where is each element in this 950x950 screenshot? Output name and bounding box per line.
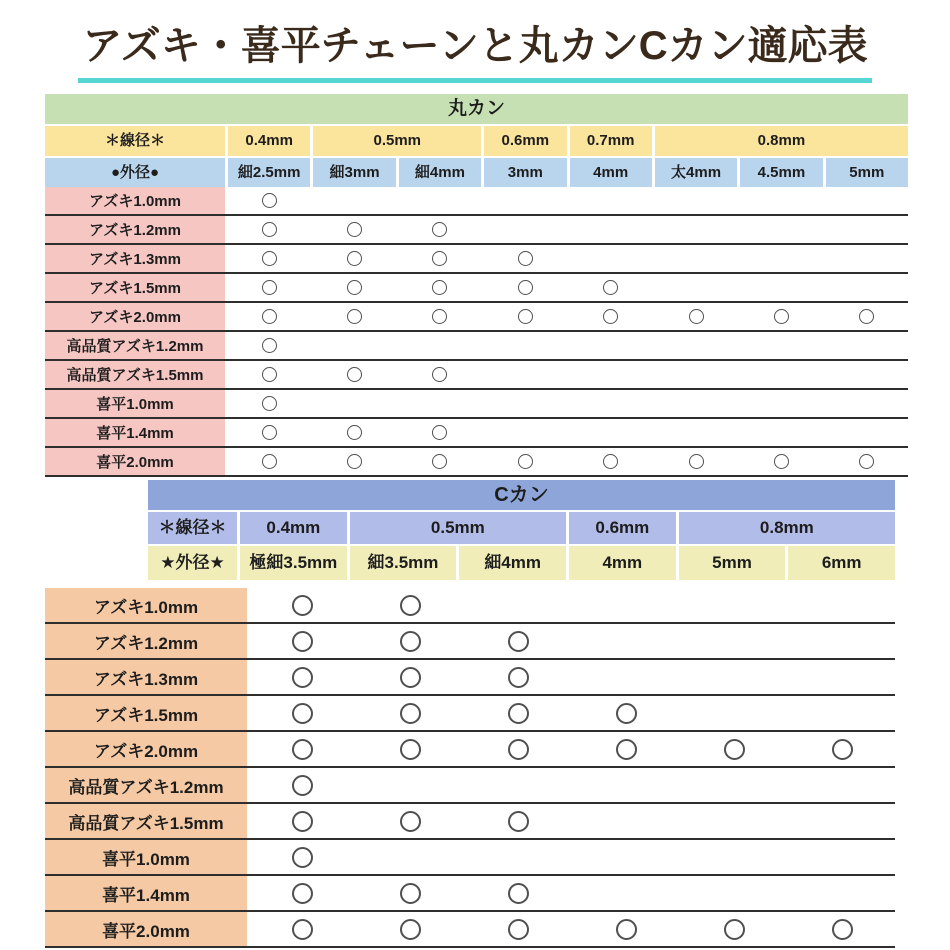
compatible-circle-icon xyxy=(518,280,533,295)
marukan-outer-diameter-row xyxy=(45,158,908,187)
marukan-mark-cell xyxy=(313,361,395,388)
marukan-row-label: 喜平1.4mm xyxy=(45,419,225,446)
ckan-mark-cell xyxy=(574,840,679,874)
compatible-circle-icon xyxy=(432,454,447,469)
marukan-mark-cell xyxy=(655,419,737,446)
marukan-mark-cell xyxy=(740,187,822,214)
compatible-circle-icon xyxy=(518,251,533,266)
ckan-row-label: アズキ1.3mm xyxy=(45,660,247,694)
compatible-circle-icon xyxy=(400,739,421,760)
compatible-circle-icon xyxy=(400,883,421,904)
marukan-mark-cell xyxy=(570,216,652,243)
marukan-mark-cell xyxy=(484,303,566,330)
ckan-mark-cell xyxy=(790,732,895,766)
marukan-mark-cell xyxy=(655,448,737,475)
ckan-row xyxy=(45,732,895,768)
marukan-mark-cell xyxy=(826,419,908,446)
compatible-circle-icon xyxy=(832,739,853,760)
marukan-mark-cell xyxy=(655,303,737,330)
marukan-mark-cell xyxy=(655,361,737,388)
marukan-mark-cell xyxy=(313,332,395,359)
marukan-mark-cell xyxy=(484,216,566,243)
marukan-row xyxy=(45,187,908,216)
ckan-mark-cell xyxy=(790,876,895,910)
ckan-mark-cell xyxy=(250,696,355,730)
ckan-row xyxy=(45,804,895,840)
compatible-circle-icon xyxy=(292,883,313,904)
marukan-row xyxy=(45,419,908,448)
ckan-row-label: アズキ2.0mm xyxy=(45,732,247,766)
marukan-mark-cell xyxy=(826,390,908,417)
marukan-mark-cell xyxy=(570,274,652,301)
compatible-circle-icon xyxy=(262,222,277,237)
compatible-circle-icon xyxy=(262,367,277,382)
ckan-outer-cell: 極細3.5mm xyxy=(240,546,347,580)
ckan-mark-cell xyxy=(682,660,787,694)
marukan-mark-cell xyxy=(228,419,310,446)
ckan-mark-cell xyxy=(466,624,571,658)
compatible-circle-icon xyxy=(347,251,362,266)
marukan-row-label: アズキ1.0mm xyxy=(45,187,225,214)
compatible-circle-icon xyxy=(262,396,277,411)
ckan-outer-cell: 細4mm xyxy=(459,546,566,580)
ckan-mark-cell xyxy=(574,732,679,766)
compatible-circle-icon xyxy=(262,280,277,295)
ckan-mark-cell xyxy=(790,768,895,802)
marukan-mark-cell xyxy=(570,361,652,388)
ckan-mark-cell xyxy=(466,912,571,946)
ckan-row-label: 喜平1.4mm xyxy=(45,876,247,910)
marukan-table xyxy=(45,94,908,477)
compatible-circle-icon xyxy=(262,251,277,266)
ckan-mark-cell xyxy=(682,912,787,946)
marukan-mark-cell xyxy=(484,390,566,417)
ckan-mark-cell xyxy=(574,588,679,622)
compatible-circle-icon xyxy=(262,454,277,469)
marukan-mark-cell xyxy=(740,216,822,243)
marukan-mark-cell xyxy=(655,245,737,272)
marukan-outer-cell: 細2.5mm xyxy=(228,158,310,187)
compatible-circle-icon xyxy=(292,667,313,688)
ckan-row xyxy=(45,768,895,804)
marukan-outer-cell: 5mm xyxy=(826,158,908,187)
ckan-mark-cell xyxy=(466,840,571,874)
compatible-circle-icon xyxy=(262,309,277,324)
ckan-mark-cell xyxy=(790,912,895,946)
marukan-row xyxy=(45,361,908,390)
marukan-mark-cell xyxy=(570,332,652,359)
compatible-circle-icon xyxy=(508,739,529,760)
compatible-circle-icon xyxy=(518,309,533,324)
compatible-circle-icon xyxy=(432,251,447,266)
compatible-circle-icon xyxy=(292,847,313,868)
ckan-mark-cell xyxy=(574,624,679,658)
marukan-row-label: アズキ1.2mm xyxy=(45,216,225,243)
marukan-mark-cell xyxy=(826,361,908,388)
marukan-wire-label: ＊線径＊ xyxy=(45,126,225,156)
ckan-mark-cell xyxy=(790,840,895,874)
ckan-mark-cell xyxy=(466,660,571,694)
ckan-mark-cell xyxy=(574,804,679,838)
marukan-mark-cell xyxy=(655,332,737,359)
marukan-mark-cell xyxy=(399,216,481,243)
compatible-circle-icon xyxy=(616,739,637,760)
marukan-mark-cell xyxy=(313,448,395,475)
ckan-row xyxy=(45,912,895,948)
ckan-row-label: アズキ1.5mm xyxy=(45,696,247,730)
compatible-circle-icon xyxy=(432,280,447,295)
ckan-mark-cell xyxy=(466,804,571,838)
marukan-mark-cell xyxy=(570,419,652,446)
ckan-row xyxy=(45,876,895,912)
marukan-mark-cell xyxy=(228,303,310,330)
ckan-row xyxy=(45,840,895,876)
compatible-circle-icon xyxy=(689,309,704,324)
marukan-row-label: 喜平1.0mm xyxy=(45,390,225,417)
ckan-mark-cell xyxy=(682,804,787,838)
ckan-mark-cell xyxy=(466,876,571,910)
ckan-mark-cell xyxy=(250,732,355,766)
ckan-wire-label: ＊線径＊ xyxy=(148,512,237,544)
marukan-mark-cell xyxy=(399,361,481,388)
ckan-mark-cell xyxy=(250,660,355,694)
ckan-wire-cell: 0.4mm xyxy=(240,512,347,544)
ckan-mark-cell xyxy=(358,588,463,622)
marukan-outer-cell: 細3mm xyxy=(313,158,395,187)
title-area xyxy=(0,14,950,83)
ckan-mark-cell xyxy=(358,624,463,658)
marukan-mark-cell xyxy=(228,245,310,272)
marukan-mark-cell xyxy=(228,216,310,243)
compatible-circle-icon xyxy=(603,454,618,469)
marukan-mark-cell xyxy=(740,332,822,359)
marukan-mark-cell xyxy=(655,187,737,214)
compatible-circle-icon xyxy=(400,919,421,940)
compatible-circle-icon xyxy=(616,919,637,940)
marukan-mark-cell xyxy=(740,303,822,330)
ckan-mark-cell xyxy=(250,912,355,946)
marukan-mark-cell xyxy=(399,245,481,272)
ckan-mark-cell xyxy=(790,660,895,694)
ckan-mark-cell xyxy=(790,804,895,838)
ckan-mark-cell xyxy=(250,624,355,658)
compatible-circle-icon xyxy=(292,739,313,760)
compatible-circle-icon xyxy=(689,454,704,469)
marukan-row-label: 高品質アズキ1.5mm xyxy=(45,361,225,388)
compatible-circle-icon xyxy=(347,280,362,295)
ckan-row-label: 喜平2.0mm xyxy=(45,912,247,946)
ckan-banner: Cカン xyxy=(148,480,895,510)
marukan-row-label: アズキ1.5mm xyxy=(45,274,225,301)
ckan-mark-cell xyxy=(574,768,679,802)
ckan-row xyxy=(45,624,895,660)
ckan-row-label: 高品質アズキ1.2mm xyxy=(45,768,247,802)
marukan-mark-cell xyxy=(313,216,395,243)
marukan-mark-cell xyxy=(313,245,395,272)
marukan-mark-cell xyxy=(570,390,652,417)
marukan-row-label: アズキ1.3mm xyxy=(45,245,225,272)
marukan-outer-cell: 太4mm xyxy=(655,158,737,187)
ckan-row-label: 高品質アズキ1.5mm xyxy=(45,804,247,838)
marukan-mark-cell xyxy=(826,303,908,330)
marukan-outer-cell: 4mm xyxy=(570,158,652,187)
marukan-mark-cell xyxy=(570,245,652,272)
ckan-outer-cell: 6mm xyxy=(788,546,895,580)
ckan-mark-cell xyxy=(358,660,463,694)
compatible-circle-icon xyxy=(262,338,277,353)
marukan-outer-cell: 細4mm xyxy=(399,158,481,187)
marukan-mark-cell xyxy=(740,274,822,301)
marukan-mark-cell xyxy=(655,390,737,417)
compatible-circle-icon xyxy=(508,919,529,940)
compatible-circle-icon xyxy=(508,811,529,832)
compatible-circle-icon xyxy=(432,309,447,324)
ckan-row-label: アズキ1.2mm xyxy=(45,624,247,658)
ckan-mark-cell xyxy=(574,876,679,910)
marukan-row xyxy=(45,332,908,361)
compatible-circle-icon xyxy=(262,193,277,208)
compatible-circle-icon xyxy=(432,222,447,237)
marukan-mark-cell xyxy=(399,187,481,214)
marukan-mark-cell xyxy=(399,448,481,475)
marukan-mark-cell xyxy=(399,419,481,446)
compatible-circle-icon xyxy=(774,454,789,469)
marukan-mark-cell xyxy=(484,187,566,214)
compatible-circle-icon xyxy=(432,367,447,382)
ckan-mark-cell xyxy=(466,588,571,622)
marukan-outer-cell: 4.5mm xyxy=(740,158,822,187)
ckan-mark-cell xyxy=(358,804,463,838)
ckan-mark-cell xyxy=(466,696,571,730)
marukan-row-label: 喜平2.0mm xyxy=(45,448,225,475)
marukan-mark-cell xyxy=(228,361,310,388)
ckan-table-header xyxy=(148,480,895,580)
marukan-mark-cell xyxy=(570,303,652,330)
compatible-circle-icon xyxy=(262,425,277,440)
marukan-row xyxy=(45,448,908,477)
marukan-wire-cell: 0.5mm xyxy=(313,126,481,156)
marukan-mark-cell xyxy=(740,419,822,446)
marukan-wire-diameter-row xyxy=(45,126,908,156)
marukan-wire-cell: 0.8mm xyxy=(655,126,908,156)
ckan-outer-diameter-row xyxy=(148,546,895,580)
ckan-mark-cell xyxy=(250,588,355,622)
compatible-circle-icon xyxy=(347,425,362,440)
marukan-wire-cell: 0.6mm xyxy=(484,126,566,156)
ckan-wire-cell: 0.6mm xyxy=(569,512,676,544)
ckan-mark-cell xyxy=(574,660,679,694)
marukan-mark-cell xyxy=(399,390,481,417)
marukan-mark-cell xyxy=(484,245,566,272)
marukan-row-label: 高品質アズキ1.2mm xyxy=(45,332,225,359)
compatible-circle-icon xyxy=(400,667,421,688)
ckan-mark-cell xyxy=(466,768,571,802)
marukan-mark-cell xyxy=(399,332,481,359)
marukan-mark-cell xyxy=(228,390,310,417)
ckan-mark-cell xyxy=(358,840,463,874)
compatible-circle-icon xyxy=(859,309,874,324)
marukan-mark-cell xyxy=(484,448,566,475)
compatible-circle-icon xyxy=(292,919,313,940)
ckan-outer-cell: 5mm xyxy=(679,546,786,580)
marukan-mark-cell xyxy=(484,274,566,301)
compatible-circle-icon xyxy=(400,811,421,832)
marukan-mark-cell xyxy=(399,274,481,301)
ckan-mark-cell xyxy=(250,804,355,838)
ckan-mark-cell xyxy=(358,768,463,802)
ckan-mark-cell xyxy=(574,912,679,946)
compatible-circle-icon xyxy=(774,309,789,324)
ckan-row xyxy=(45,588,895,624)
compatible-circle-icon xyxy=(292,703,313,724)
marukan-wire-cell: 0.4mm xyxy=(228,126,310,156)
marukan-banner: 丸カン xyxy=(45,94,908,124)
marukan-mark-cell xyxy=(740,361,822,388)
compatible-circle-icon xyxy=(724,919,745,940)
compatible-circle-icon xyxy=(347,367,362,382)
compatible-circle-icon xyxy=(508,667,529,688)
marukan-mark-cell xyxy=(740,448,822,475)
compatible-circle-icon xyxy=(347,222,362,237)
marukan-mark-cell xyxy=(399,303,481,330)
ckan-mark-cell xyxy=(682,588,787,622)
ckan-mark-cell xyxy=(250,768,355,802)
ckan-mark-cell xyxy=(682,732,787,766)
marukan-mark-cell xyxy=(570,187,652,214)
marukan-mark-cell xyxy=(313,419,395,446)
marukan-wire-cell: 0.7mm xyxy=(570,126,652,156)
ckan-mark-cell xyxy=(574,696,679,730)
marukan-mark-cell xyxy=(228,448,310,475)
marukan-mark-cell xyxy=(313,187,395,214)
marukan-mark-cell xyxy=(740,245,822,272)
ckan-mark-cell xyxy=(682,876,787,910)
compatible-circle-icon xyxy=(400,595,421,616)
compatible-circle-icon xyxy=(724,739,745,760)
ckan-mark-cell xyxy=(682,624,787,658)
marukan-mark-cell xyxy=(655,274,737,301)
ckan-mark-cell xyxy=(358,696,463,730)
marukan-mark-cell xyxy=(228,274,310,301)
compatible-circle-icon xyxy=(859,454,874,469)
ckan-mark-cell xyxy=(250,876,355,910)
marukan-mark-cell xyxy=(484,361,566,388)
ckan-wire-cell: 0.5mm xyxy=(350,512,566,544)
marukan-mark-cell xyxy=(228,187,310,214)
marukan-outer-label: ●外径● xyxy=(45,158,225,187)
marukan-mark-cell xyxy=(826,245,908,272)
ckan-mark-cell xyxy=(250,840,355,874)
ckan-mark-cell xyxy=(358,876,463,910)
ckan-outer-label: ★外径★ xyxy=(148,546,237,580)
ckan-outer-cell: 4mm xyxy=(569,546,676,580)
compatible-circle-icon xyxy=(508,883,529,904)
marukan-mark-cell xyxy=(228,332,310,359)
marukan-mark-cell xyxy=(655,216,737,243)
marukan-row-label: アズキ2.0mm xyxy=(45,303,225,330)
ckan-mark-cell xyxy=(790,588,895,622)
marukan-mark-cell xyxy=(826,274,908,301)
ckan-mark-cell xyxy=(790,624,895,658)
marukan-mark-cell xyxy=(484,332,566,359)
marukan-mark-cell xyxy=(313,390,395,417)
marukan-row xyxy=(45,216,908,245)
ckan-row xyxy=(45,696,895,732)
marukan-mark-cell xyxy=(740,390,822,417)
ckan-mark-cell xyxy=(682,768,787,802)
ckan-row-label: アズキ1.0mm xyxy=(45,588,247,622)
marukan-mark-cell xyxy=(826,448,908,475)
ckan-mark-cell xyxy=(682,840,787,874)
ckan-mark-cell xyxy=(466,732,571,766)
compatible-circle-icon xyxy=(616,703,637,724)
compatible-circle-icon xyxy=(518,454,533,469)
marukan-mark-cell xyxy=(826,187,908,214)
ckan-mark-cell xyxy=(790,696,895,730)
compatible-circle-icon xyxy=(292,631,313,652)
ckan-row-label: 喜平1.0mm xyxy=(45,840,247,874)
compatible-circle-icon xyxy=(400,631,421,652)
marukan-mark-cell xyxy=(313,274,395,301)
compatible-circle-icon xyxy=(347,309,362,324)
ckan-outer-cell: 細3.5mm xyxy=(350,546,457,580)
compatible-circle-icon xyxy=(400,703,421,724)
compatible-circle-icon xyxy=(432,425,447,440)
marukan-row xyxy=(45,303,908,332)
marukan-row xyxy=(45,390,908,419)
ckan-table-body xyxy=(45,588,895,948)
compatible-circle-icon xyxy=(832,919,853,940)
compatible-circle-icon xyxy=(347,454,362,469)
ckan-mark-cell xyxy=(682,696,787,730)
compatible-circle-icon xyxy=(292,811,313,832)
ckan-row xyxy=(45,660,895,696)
ckan-mark-cell xyxy=(358,912,463,946)
marukan-mark-cell xyxy=(313,303,395,330)
compatible-circle-icon xyxy=(603,280,618,295)
page-title: アズキ・喜平チェーンと丸カンCカン適応表 xyxy=(78,14,871,83)
marukan-mark-cell xyxy=(826,332,908,359)
marukan-table-body xyxy=(45,187,908,477)
ckan-mark-cell xyxy=(358,732,463,766)
marukan-outer-cell: 3mm xyxy=(484,158,566,187)
compatible-circle-icon xyxy=(508,703,529,724)
compatible-circle-icon xyxy=(508,631,529,652)
compatible-circle-icon xyxy=(292,775,313,796)
compatible-circle-icon xyxy=(603,309,618,324)
ckan-wire-diameter-row xyxy=(148,512,895,544)
marukan-mark-cell xyxy=(570,448,652,475)
marukan-row xyxy=(45,274,908,303)
marukan-row xyxy=(45,245,908,274)
ckan-wire-cell: 0.8mm xyxy=(679,512,895,544)
compatible-circle-icon xyxy=(292,595,313,616)
marukan-mark-cell xyxy=(826,216,908,243)
marukan-mark-cell xyxy=(484,419,566,446)
